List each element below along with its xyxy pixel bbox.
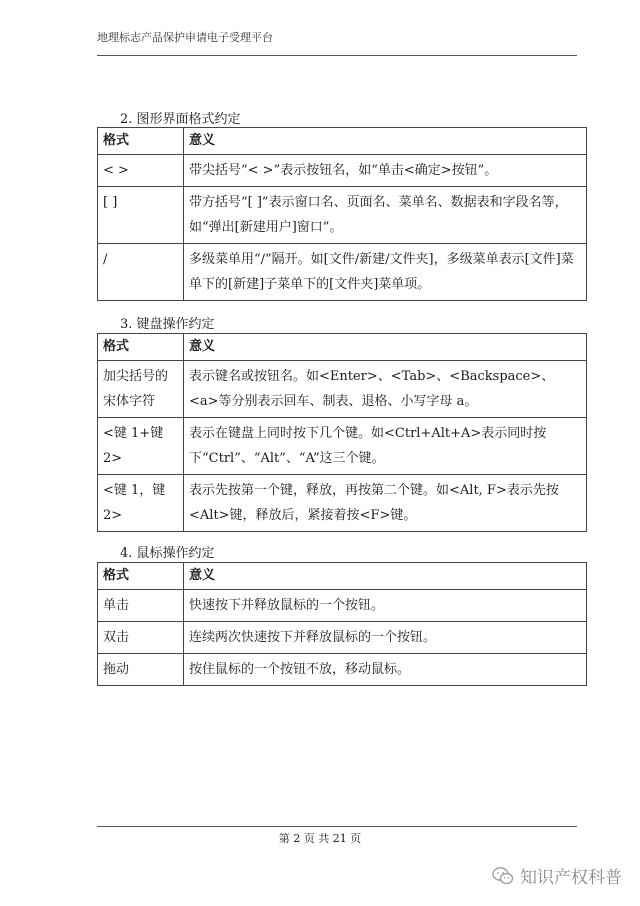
meaning-cell: 快速按下并释放鼠标的一个按钮。	[184, 590, 587, 622]
table-row	[98, 155, 587, 187]
format-cell: [ ]	[98, 187, 184, 244]
table-header-row	[98, 334, 587, 361]
format-cell: < >	[98, 155, 184, 187]
watermark-text: 知识产权科普	[520, 868, 622, 888]
keyboard-conventions-table	[97, 333, 587, 532]
meaning-cell: 连续两次快速按下并释放鼠标的一个按钮。	[184, 622, 587, 654]
meaning-cell: 表示先按第一个键，释放，再按第二个键。如<Alt, F>表示先按<Alt>键，释放后，紧接着按<F>键。	[184, 475, 587, 532]
watermark	[492, 863, 622, 888]
mouse-conventions-table	[97, 562, 587, 686]
table-row	[98, 418, 587, 475]
gui-conventions-table	[97, 127, 587, 301]
table-row	[98, 361, 587, 418]
table-row	[98, 187, 587, 244]
column-header: 格式	[98, 128, 184, 155]
format-cell: <键 1，键 2>	[98, 475, 184, 532]
section-title-keyboard: 3. 键盘操作约定	[120, 317, 215, 332]
table-header-row	[98, 128, 587, 155]
column-header: 格式	[98, 563, 184, 590]
format-cell: 拖动	[98, 654, 184, 686]
format-cell: /	[98, 244, 184, 301]
wechat-icon	[492, 866, 514, 886]
column-header: 意义	[184, 563, 587, 590]
table-row	[98, 622, 587, 654]
page-header-title: 地理标志产品保护申请电子受理平台	[97, 31, 273, 44]
meaning-cell: 表示在键盘上同时按下几个键。如<Ctrl+Alt+A>表示同时按下“Ctrl”、“Alt”、“A”这三个键。	[184, 418, 587, 475]
meaning-cell: 带尖括号“< >”表示按钮名，如“单击<确定>按钮”。	[184, 155, 587, 187]
column-header: 意义	[184, 128, 587, 155]
section-title-mouse: 4. 鼠标操作约定	[120, 546, 215, 561]
meaning-cell: 带方括号“[ ]”表示窗口名、页面名、菜单名、数据表和字段名等，如“弹出[新建用户]窗口”。	[184, 187, 587, 244]
format-cell: 单击	[98, 590, 184, 622]
section-title-gui: 2. 图形界面格式约定	[120, 112, 241, 127]
meaning-cell: 多级菜单用“/”隔开。如[文件/新建/文件夹]，多级菜单表示[文件]菜单下的[新建]子菜单下的[文件夹]菜单项。	[184, 244, 587, 301]
table-header-row	[98, 563, 587, 590]
format-cell: <键 1+键 2>	[98, 418, 184, 475]
header-divider	[97, 55, 577, 56]
page-number: 第 2 页 共 21 页	[278, 832, 362, 845]
column-header: 意义	[184, 334, 587, 361]
table-row	[98, 475, 587, 532]
footer-divider	[97, 826, 577, 827]
meaning-cell: 按住鼠标的一个按钮不放，移动鼠标。	[184, 654, 587, 686]
table-row	[98, 244, 587, 301]
format-cell: 加尖括号的宋体字符	[98, 361, 184, 418]
table-row	[98, 590, 587, 622]
format-cell: 双击	[98, 622, 184, 654]
meaning-cell: 表示键名或按钮名。如<Enter>、<Tab>、<Backspace>、<a>等分别表示回车、制表、退格、小写字母 a。	[184, 361, 587, 418]
table-row	[98, 654, 587, 686]
column-header: 格式	[98, 334, 184, 361]
